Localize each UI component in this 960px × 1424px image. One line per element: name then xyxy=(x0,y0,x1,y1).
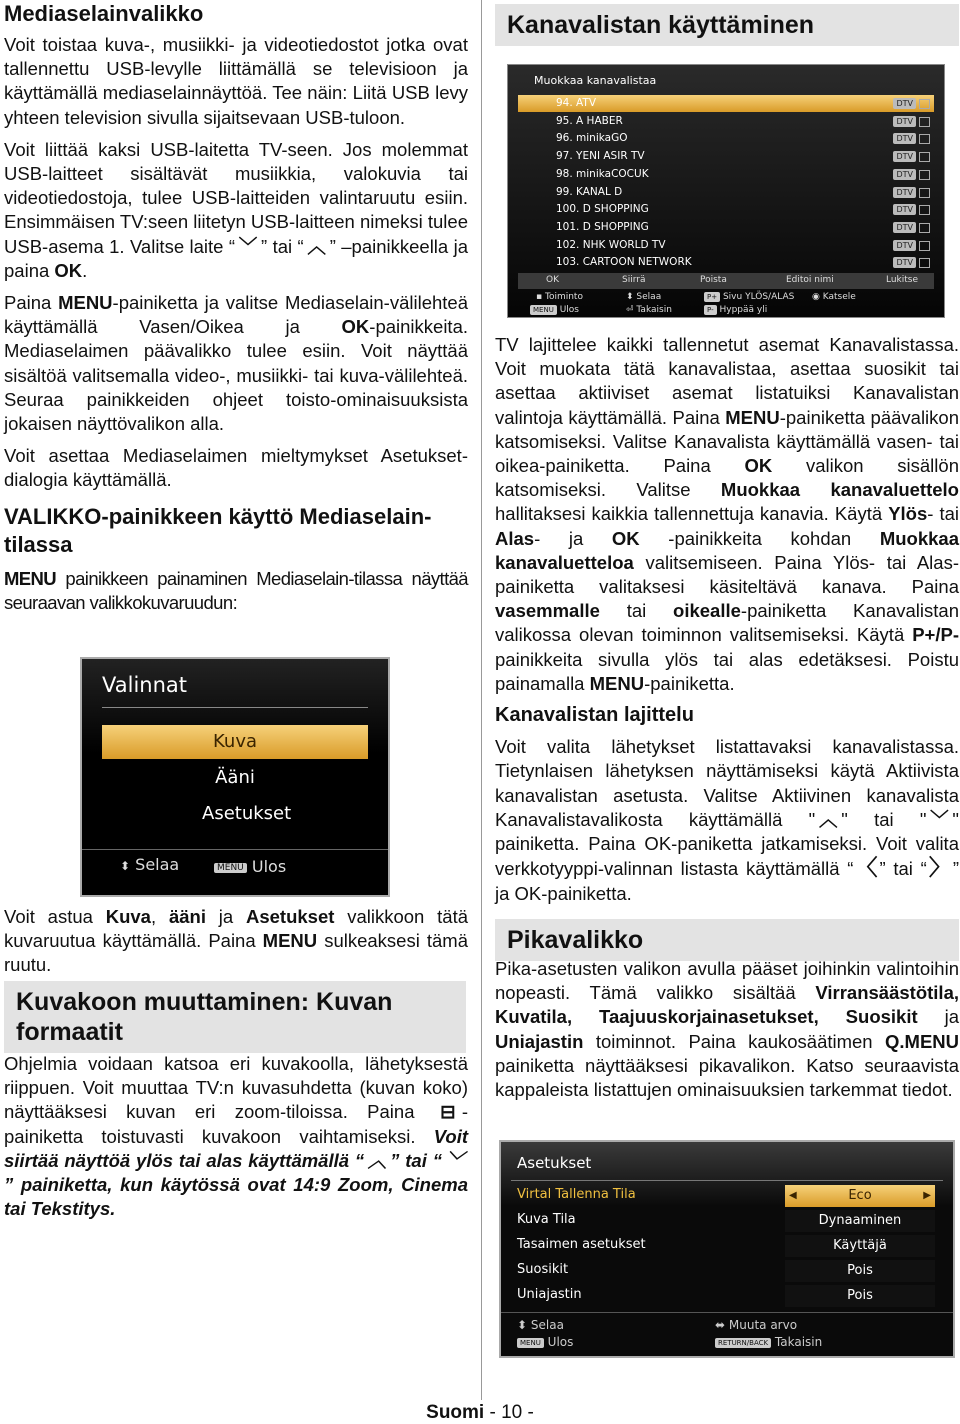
checkbox-icon xyxy=(919,205,930,215)
screen-title: Asetukset xyxy=(517,1154,592,1172)
paragraph: Voit toistaa kuva-, musiikki- ja videotiedostot jotka ovat tallennettu USB-levylle liittämällä se televisioon ja käyttämällä mediaselainnäyttöä. Tee näin: Liitä USB levy yhteen television sivulla sijaitsevaan USB-tuloon. xyxy=(4,34,468,128)
section-band: Pikavalikko xyxy=(495,919,959,961)
channel-row[interactable] xyxy=(518,166,934,183)
section-heading: VALIKKO-painikkeen käyttö Mediaselain-tilassa xyxy=(4,503,432,557)
updown-icon: ⬍ xyxy=(517,1318,528,1332)
checkbox-icon xyxy=(919,241,930,251)
valinnat-screen xyxy=(80,657,390,897)
menu-item-kuva[interactable]: Kuva xyxy=(102,725,368,759)
chevron-right-icon: 〉 xyxy=(928,855,951,881)
channel-name: 96. minikaGO xyxy=(556,132,628,145)
channel-name: 94. ATV xyxy=(556,97,597,109)
paragraph: MENU painikkeen painaminen Mediaselain-tilassa näyttää seuraavan valikkokuvaruudun: xyxy=(4,567,468,613)
checkbox-icon xyxy=(919,152,930,162)
channel-type-badge: DTV xyxy=(893,169,916,180)
channel-row[interactable] xyxy=(518,201,934,218)
setting-value[interactable] xyxy=(785,1235,935,1257)
channel-type-badge: DTV xyxy=(893,116,916,127)
setting-value-text: Käyttäjä xyxy=(833,1238,887,1253)
setting-label: Suosikit xyxy=(517,1262,569,1277)
channel-row[interactable] xyxy=(518,237,934,254)
footer-exit: MENU Ulos xyxy=(530,304,579,316)
color-keys-icon: ▪ xyxy=(536,292,543,302)
column-divider xyxy=(481,0,482,1400)
footer-change: ⬌ Muuta arvo xyxy=(715,1318,798,1332)
channel-type-badge: DTV xyxy=(893,257,916,268)
paragraph: Voit valita lähetykset listattavaksi kanavalistassa. Tietynlaisen lähetyksen näyttämiseksi käytä Aktiivista kanavalistan asetusta. Valitse Aktiivinen kanavalista Kanavalistavalikosta käyttämällä " ︿ " tai " ﹀ " painiketta. Paina OK-paniketta jatkamiseksi. Voit valita verkkotyyppi-valinnan listasta käyttämällä “〈 ” tai “〉 ” ja OK-painiketta. xyxy=(495,736,959,904)
screen-title: Muokkaa kanavalistaa xyxy=(534,74,657,87)
channel-name: 103. CARTOON NETWORK xyxy=(556,256,692,269)
channel-type-badge: DTV xyxy=(893,222,916,233)
divider xyxy=(511,1180,943,1181)
menu-item-aani[interactable]: Ääni xyxy=(215,767,255,788)
section-heading: Kanavalistan lajittelu xyxy=(495,704,694,726)
checkbox-icon xyxy=(919,170,930,180)
checkbox-icon xyxy=(919,134,930,144)
divider xyxy=(82,849,388,850)
paragraph: Voit asettaa Mediaselaimen mieltymykset Asetukset-dialogia käyttämällä. xyxy=(4,445,468,491)
section-band: Kanavalistan käyttäminen xyxy=(495,4,959,46)
action-lock[interactable]: Lukitse xyxy=(886,275,919,285)
section-title: Mediaselainvalikko xyxy=(4,1,204,26)
checkbox-icon xyxy=(919,117,930,127)
channel-type-badge: DTV xyxy=(893,151,916,162)
paragraph: Voit astua Kuva, ääni ja Asetukset valikkoon tätä kuvaruutua käyttämällä. Paina MENU sulkeaksesi tämä ruutu. xyxy=(4,906,469,976)
page-footer: Suomi - 10 - xyxy=(426,1402,534,1423)
divider xyxy=(102,707,368,708)
chevron-up-icon: ︿ xyxy=(367,1149,387,1171)
channel-name: 100. D SHOPPING xyxy=(556,203,649,216)
action-delete[interactable]: Poista xyxy=(700,275,727,285)
chevron-down-icon: ﹀ xyxy=(238,235,258,257)
updown-icon: ⬍ xyxy=(626,292,634,302)
updown-icon: ⬍ xyxy=(120,859,131,873)
arrow-right-icon[interactable]: ▶ xyxy=(923,1190,931,1201)
footer-browse: ⬍ Selaa xyxy=(517,1318,564,1332)
setting-label: Uniajastin xyxy=(517,1287,582,1302)
channel-type-badge: DTV xyxy=(893,98,916,109)
checkbox-icon xyxy=(919,258,930,268)
paragraph: Voit liittää kaksi USB-laitetta TV-seen. Jos molemmat USB-laitteet sisältävät musiikkia, valokuvia tai videotiedostoja, tulee USB-laitteiden valintaruutu esiin. Ensimmäisen TV:seen liitetyn USB-laitteen nimeksi tulee USB-asema 1. Valitse laite “ ﹀ ” tai “ ︿ ” –painikkeella ja paina OK. xyxy=(4,138,469,281)
channel-row[interactable] xyxy=(518,219,934,236)
checkbox-icon xyxy=(919,223,930,233)
setting-label: Kuva Tila xyxy=(517,1212,576,1227)
arrow-left-icon[interactable]: ◀ xyxy=(789,1190,797,1201)
channel-row[interactable] xyxy=(518,95,934,112)
chevron-left-icon: 〈 xyxy=(855,855,878,881)
settings-screen xyxy=(499,1140,955,1358)
channel-row[interactable] xyxy=(518,130,934,147)
setting-value-text: Dynaaminen xyxy=(818,1213,902,1228)
checkbox-icon xyxy=(919,99,930,109)
channel-type-badge: DTV xyxy=(893,133,916,144)
checkbox-icon xyxy=(919,188,930,198)
footer-back: RETURN/BACK Takaisin xyxy=(715,1335,822,1349)
footer-page: P+ Sivu YLÖS/ALAS xyxy=(704,291,794,303)
channel-name: 95. A HABER xyxy=(556,114,623,127)
footer-back: ⏎ Takaisin xyxy=(626,305,672,315)
action-ok[interactable]: OK xyxy=(546,275,559,285)
channel-name: 98. minikaCOCUK xyxy=(556,167,649,180)
paragraph: TV lajittelee kaikki tallennetut asemat Kanavalistassa. Voit muokata tätä kanavalistaa, asettaa suosikit tai asettaa aktiiviset asemat listatuiksi Kanavalistan valintoja käyttämällä. Paina MENU-painiketta päävalikon katsomiseksi. Valitse Kanavalista käyttämällä vasen- tai oikea-painiketta. Paina OK valikon sisällön katsomiseksi. Valitse Muokkaa kanavaluettelo hallitaksesi kaikkia tallennettuja kanavia. Käytä Ylös- tai Alas- ja OK -painikkeita kohdan Muokkaa kanavaluetteloa valitsemiseen. Paina Ylös- tai Alas-painiketta valitaksesi käsiteltävä kanava. Paina vasemmalle tai oikealle-painiketta Kanavalistan valikossa olevan toiminnon valitsemiseksi. Käytä P+/P- painikkeita sivulla ylös tai alas edetäksesi. Poistu painamalla MENU-painiketta. xyxy=(495,334,959,694)
channel-name: 97. YENI ASIR TV xyxy=(556,150,645,163)
chevron-down-icon: ﹀ xyxy=(930,808,949,830)
channel-row[interactable] xyxy=(518,148,934,165)
leftright-icon: ⬌ xyxy=(715,1318,726,1332)
divider xyxy=(501,1312,953,1313)
setting-value-text: Pois xyxy=(847,1263,873,1278)
screen-title: Valinnat xyxy=(102,673,187,697)
footer-exit: MENU Ulos xyxy=(517,1335,573,1349)
screen-format-icon: ⊟ xyxy=(440,1101,456,1123)
setting-value[interactable] xyxy=(785,1285,935,1307)
section-band: Kuvakoon muuttaminen: Kuvan formaatit xyxy=(4,981,466,1053)
channel-list-screen xyxy=(507,64,945,318)
footer-watch: ◉ Katsele xyxy=(812,292,856,302)
channel-row[interactable] xyxy=(518,254,934,271)
ok-icon: ◉ xyxy=(812,292,820,302)
menu-item-asetukset[interactable]: Asetukset xyxy=(202,803,292,824)
footer-browse: ⬍ Selaa xyxy=(626,292,662,302)
setting-value-text: Pois xyxy=(847,1288,873,1303)
setting-value-text: Eco xyxy=(848,1188,872,1203)
channel-name: 99. KANAL D xyxy=(556,185,623,198)
paragraph: Paina MENU-painiketta ja valitse Mediaselain-välilehteä käyttämällä Vasen/Oikea ja OK-painikkeita. Mediaselaimen päävalikko tulee esiin. Voit näyttää sisältöä valitsemalla video-, musiikki- tai kuva-välilehteä. Seuraa painikkeiden ohjeet toisto-ominaisuuksista jokaisen näyttövalikon alla. xyxy=(4,292,468,435)
channel-name: 102. NHK WORLD TV xyxy=(556,238,666,251)
channel-type-badge: DTV xyxy=(893,204,916,215)
chevron-down-icon: ﹀ xyxy=(445,1149,465,1171)
left-column xyxy=(4,0,469,1220)
channel-name: 101. D SHOPPING xyxy=(556,220,649,233)
chevron-up-icon: ︿ xyxy=(307,235,326,257)
action-move[interactable]: Siirrä xyxy=(622,275,646,285)
paragraph: Ohjelmia voidaan katsoa eri kuvakoolla, lähetyksestä riippuen. Voit muuttaa TV:n kuvasuhdetta (kuvan koko) näyttääksesi kuvan eri zoom-tiloissa. Paina ⊟ -painiketta toistuvasti kuvakoon vaihtamiseksi. Voit siirtää näyttöä ylös tai alas käyttämällä “ ︿ ” tai “ ﹀” painiketta, kun käytössä ovat 14:9 Zoom, Cinema tai Tekstitys. xyxy=(4,1053,468,1220)
channel-row[interactable] xyxy=(518,184,934,201)
footer-function: ▪ Toiminto xyxy=(536,292,583,302)
setting-value[interactable] xyxy=(785,1210,935,1232)
paragraph: Pika-asetusten valikon avulla pääset joihinkin valintoihin nopeasti. Tämä valikko sisältää Virransäästötila, Kuvatila, Taajuuskorjainasetukset, Suosikit ja Uniajastin toiminnot. Paina kaukosäätimen Q.MENU painiketta näyttääksesi pikavalikon. Katso seuraavista kappaleista listattujen ominaisuuksien tarkemmat tiedot. xyxy=(495,958,959,1101)
back-icon: ⏎ xyxy=(626,305,634,315)
action-bar xyxy=(518,273,934,289)
footer-skip: P- Hyppää yli xyxy=(704,304,767,316)
footer-exit: MENU Ulos xyxy=(214,857,286,876)
channel-type-badge: DTV xyxy=(893,187,916,198)
setting-value[interactable] xyxy=(785,1185,935,1207)
setting-value[interactable] xyxy=(785,1260,935,1282)
setting-label: Virtal Tallenna Tila xyxy=(517,1187,636,1202)
footer-select: ⬍ Selaa xyxy=(120,855,180,874)
channel-row[interactable] xyxy=(518,113,934,130)
channel-type-badge: DTV xyxy=(893,240,916,251)
chevron-up-icon: ︿ xyxy=(818,808,838,830)
menu-key-icon: MENU xyxy=(214,863,247,873)
setting-label: Tasaimen asetukset xyxy=(517,1237,646,1252)
action-rename[interactable]: Editoi nimi xyxy=(786,275,834,285)
